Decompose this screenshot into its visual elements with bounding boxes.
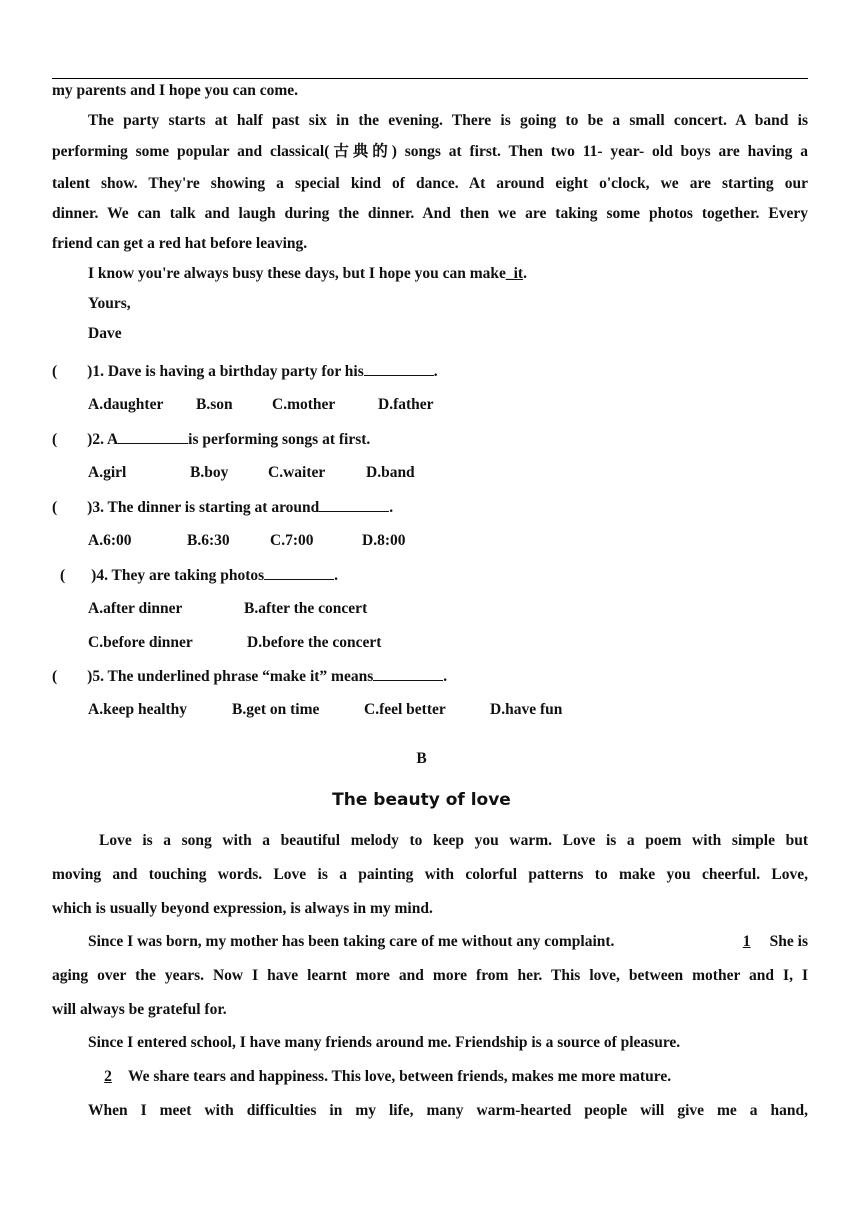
- question-text: .: [334, 567, 339, 584]
- paragraph-line: dinner. We can talk and laugh during the dinner. And then we are taking some photos together. Every: [52, 205, 808, 222]
- paragraph-line: performing some popular and classical(古典的) songs at first. Then two 11- year- old boys are having a: [52, 143, 808, 160]
- answer-blank[interactable]: [264, 565, 334, 580]
- text-run: I know you're always busy these days, but I hope you can make: [88, 265, 506, 282]
- paragraph-line: will always be grateful for.: [52, 1001, 227, 1018]
- text-run: .: [523, 265, 527, 282]
- option-d[interactable]: D.8:00: [362, 532, 406, 549]
- letter-closing: Yours,: [88, 295, 131, 312]
- option-a[interactable]: A.after dinner: [88, 600, 183, 617]
- question-4: [60, 565, 816, 586]
- paragraph-line: moving and touching words. Love is a painting with colorful patterns to make you cheerful. Love,: [52, 866, 808, 883]
- text-run: Since I was born, my mother has been taking care of me without any complaint.: [88, 933, 615, 950]
- question-text: )4. They are taking photos: [91, 567, 265, 584]
- option-b[interactable]: B.6:30: [187, 532, 230, 549]
- section-letter: B: [416, 750, 427, 767]
- option-b[interactable]: B.get on time: [232, 701, 320, 718]
- underlined-phrase: _it: [505, 265, 524, 282]
- option-c[interactable]: C.waiter: [268, 464, 326, 481]
- option-a[interactable]: A.daughter: [88, 396, 164, 413]
- answer-paren[interactable]: (: [52, 431, 58, 448]
- option-c[interactable]: C.before dinner: [88, 634, 193, 651]
- continued-line: my parents and I hope you can come.: [52, 82, 299, 99]
- paragraph-line: talent show. They're showing a special kind of dance. At around eight o'clock, we are starting our: [52, 175, 808, 192]
- answer-blank[interactable]: [319, 497, 389, 512]
- option-c[interactable]: C.mother: [272, 396, 336, 413]
- paragraph-line: which is usually beyond expression, is always in my mind.: [52, 900, 433, 917]
- option-d[interactable]: D.have fun: [490, 701, 563, 718]
- text-run: We share tears and happiness. This love, between friends, makes me more mature.: [128, 1068, 672, 1085]
- answer-paren[interactable]: (: [52, 668, 58, 685]
- question-text: .: [389, 499, 394, 516]
- answer-blank[interactable]: [364, 361, 434, 376]
- question-3: [52, 497, 808, 518]
- answer-paren[interactable]: (: [60, 567, 66, 584]
- paragraph-line: Since I entered school, I have many friends around me. Friendship is a source of pleasure.: [88, 1034, 681, 1051]
- answer-blank[interactable]: [118, 429, 188, 444]
- paragraph-line: The party starts at half past six in the evening. There is going to be a small concert. A band is: [88, 112, 808, 129]
- cloze-blank-2[interactable]: 2: [104, 1068, 112, 1085]
- option-a[interactable]: A.keep healthy: [88, 701, 188, 718]
- paragraph-line: friend can get a red hat before leaving.: [52, 235, 308, 252]
- option-b[interactable]: B.son: [196, 396, 233, 413]
- letter-signature: Dave: [88, 325, 122, 342]
- question-text: )3. The dinner is starting at around: [87, 499, 320, 516]
- question-2: [52, 429, 808, 450]
- cloze-blank-1[interactable]: 1: [742, 933, 751, 950]
- paragraph-line: [88, 1067, 808, 1087]
- paragraph-line: When I meet with difficulties in my life, many warm-hearted people will give me a hand,: [88, 1102, 808, 1119]
- option-d[interactable]: D.band: [366, 464, 415, 481]
- text-run: She is: [769, 933, 808, 950]
- question-text: .: [433, 363, 438, 380]
- question-5: [52, 666, 808, 687]
- paragraph-line: [88, 264, 808, 284]
- question-text: )5. The underlined phrase “make it” means: [87, 668, 374, 685]
- option-d[interactable]: D.father: [378, 396, 434, 413]
- option-b[interactable]: B.boy: [190, 464, 229, 481]
- option-a[interactable]: A.girl: [88, 464, 127, 481]
- paragraph-line: aging over the years. Now I have learnt more and more from her. This love, between mother and I, I: [52, 967, 808, 984]
- text-run: [724, 932, 808, 952]
- paragraph-line: Love is a song with a beautiful melody to keep you warm. Love is a poem with simple but: [99, 832, 808, 849]
- paragraph-line: [88, 932, 808, 952]
- question-1: [52, 361, 808, 382]
- answer-paren[interactable]: (: [52, 363, 58, 380]
- answer-paren[interactable]: (: [52, 499, 58, 516]
- option-b[interactable]: B.after the concert: [244, 600, 368, 617]
- question-text: )2. A: [87, 431, 119, 448]
- option-c[interactable]: C.feel better: [364, 701, 446, 718]
- question-text: is performing songs at first.: [188, 431, 371, 448]
- option-d[interactable]: D.before the concert: [247, 634, 382, 651]
- question-text: )1. Dave is having a birthday party for his: [87, 363, 364, 380]
- answer-blank[interactable]: [373, 666, 443, 681]
- option-c[interactable]: C.7:00: [270, 532, 314, 549]
- header-rule: [52, 78, 808, 79]
- section-title: The beauty of love: [332, 790, 511, 810]
- question-text: .: [443, 668, 448, 685]
- option-a[interactable]: A.6:00: [88, 532, 132, 549]
